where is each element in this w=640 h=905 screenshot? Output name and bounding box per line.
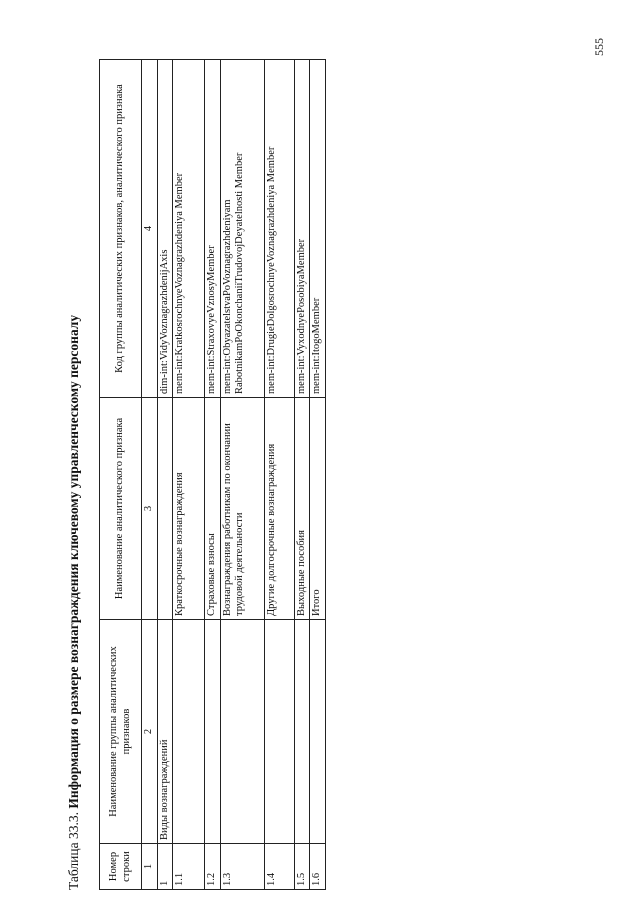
header-feature-name: Наименование аналитического признака	[100, 398, 142, 620]
feature-code: mem-int:ObyazatelstvaPoVoznagrazhdeniyam RabotnikamPoOkonchaniiTrudovojDeyatelnosti Member	[220, 60, 264, 398]
feature-code: dim-int:VidyVoznagrazhdenijAxis	[157, 60, 173, 398]
feature-name: Краткосрочные вознаграждения	[173, 398, 205, 620]
feature-name: Страховые взносы	[205, 398, 221, 620]
group-name	[310, 620, 326, 844]
table-row	[173, 60, 205, 890]
feature-code: mem-int:StraxovyeVznosyMember	[205, 60, 221, 398]
header-code: Код группы аналитических признаков, аналитического признака	[100, 60, 142, 398]
feature-code: mem-int:DrugieDolgosrochnyeVoznagrazhdeniya Member	[264, 60, 294, 398]
table-row	[264, 60, 294, 890]
table-header-row	[100, 60, 142, 890]
feature-name: Итого	[310, 398, 326, 620]
group-name: Виды вознаграждений	[157, 620, 173, 844]
table-row	[205, 60, 221, 890]
column-number: 1	[142, 844, 158, 890]
header-row-number: Номер строки	[100, 844, 142, 890]
column-number: 3	[142, 398, 158, 620]
feature-name: Другие долгосрочные вознаграждения	[264, 398, 294, 620]
table-caption	[66, 60, 82, 890]
page-number: 555	[592, 38, 606, 56]
row-number: 1.4	[264, 844, 294, 890]
column-number-row	[142, 60, 158, 890]
caption-title: Информация о размере вознаграждения ключевому управленческому персоналу	[66, 314, 81, 809]
feature-name	[157, 398, 173, 620]
table-row	[294, 60, 310, 890]
row-number: 1.3	[220, 844, 264, 890]
feature-name: Вознаграждения работникам по окончании трудовой деятельности	[220, 398, 264, 620]
group-name	[205, 620, 221, 844]
feature-code: mem-int:ItogoMember	[310, 60, 326, 398]
rotated-page-content	[66, 60, 326, 890]
group-name	[264, 620, 294, 844]
row-number: 1.2	[205, 844, 221, 890]
caption-prefix: Таблица 33.3.	[66, 808, 81, 890]
table-row	[157, 60, 173, 890]
column-number: 4	[142, 60, 158, 398]
feature-code: mem-int:KratkosrochnyeVoznagrazhdeniya Member	[173, 60, 205, 398]
feature-code: mem-int:VyxodnyePosobiyaMember	[294, 60, 310, 398]
row-number: 1.6	[310, 844, 326, 890]
remuneration-table	[99, 59, 326, 890]
row-number: 1	[157, 844, 173, 890]
group-name	[220, 620, 264, 844]
table-row	[310, 60, 326, 890]
header-group-name: Наименование группы аналитических признаков	[100, 620, 142, 844]
group-name	[173, 620, 205, 844]
row-number: 1.1	[173, 844, 205, 890]
row-number: 1.5	[294, 844, 310, 890]
feature-name: Выходные пособия	[294, 398, 310, 620]
column-number: 2	[142, 620, 158, 844]
group-name	[294, 620, 310, 844]
table-row	[220, 60, 264, 890]
